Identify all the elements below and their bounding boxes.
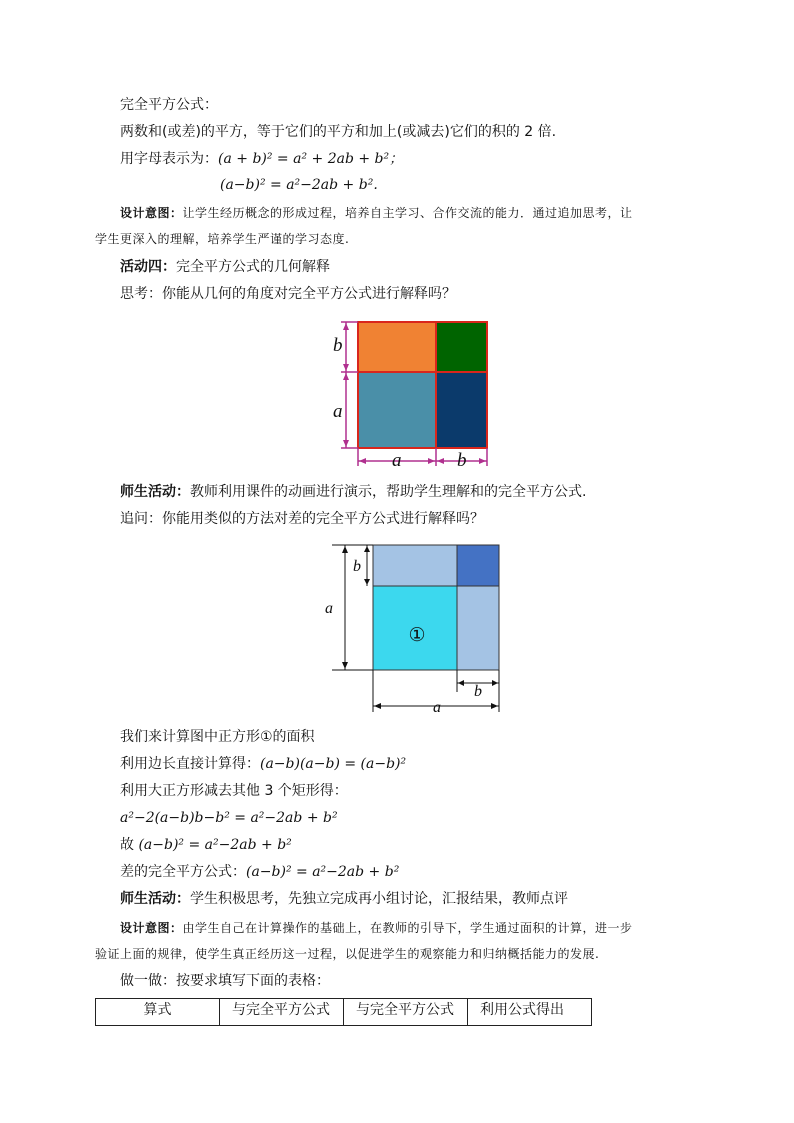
design-intent-2-cont: 验证上面的规律，使学生真正经历这一过程，以促进学生的观察能力和归纳概括能力的发展. (95, 947, 600, 961)
design-intent-text: 让学生经历概念的形成过程，培养自主学习、合作交流的能力．通过追加思考，让 (182, 206, 633, 220)
calc-subtract-math: a²−2(a−b)b−b² = a²−2ab + b² (120, 810, 338, 826)
teacher-activity-1 (120, 482, 586, 502)
top-right-square (436, 322, 487, 372)
label-b-bottom-2: b (474, 683, 482, 700)
intro-heading: 完全平方公式： (120, 97, 218, 113)
teacher-activity-2-label: 师生活动： (120, 891, 190, 907)
follow-up-question: 追问：你能用类似的方法对差的完全平方公式进行解释吗？ (120, 511, 484, 527)
calc-direct (120, 754, 406, 774)
square-1-label: ① (408, 624, 426, 646)
therefore-label: 故 (120, 837, 139, 853)
design-intent-1 (120, 203, 633, 223)
table-header-cell: 与完全平方公式 (344, 999, 468, 1026)
sum-square-diagram (330, 316, 500, 474)
difference-square-diagram (318, 540, 508, 715)
top-left-rect (358, 322, 436, 372)
label-b-bottom: b (457, 450, 467, 471)
corner-square (457, 545, 499, 586)
teacher-activity-2-text: 学生积极思考，先独立完成再小组讨论，汇报结果，教师点评 (190, 891, 568, 907)
right-strip (457, 586, 499, 670)
table-header-cell: 利用公式得出 (468, 999, 592, 1026)
design-intent-2-text: 由学生自己在计算操作的基础上，在教师的引导下，学生通过面积的计算，进一步 (182, 921, 633, 935)
therefore-math: (a−b)² = a²−2ab + b² (138, 837, 292, 853)
design-intent-1-cont: 学生更深入的理解，培养学生严谨的学习态度. (95, 232, 350, 246)
bottom-left-square (358, 372, 436, 448)
calc-subtract: 利用大正方形减去其他 3 个矩形得： (120, 783, 348, 799)
table-header-row (96, 999, 592, 1026)
label-a-left: a (333, 401, 343, 422)
teacher-activity-text: 教师利用课件的动画进行演示，帮助学生理解和的完全平方公式. (190, 484, 587, 500)
activity-title: 完全平方公式的几何解释 (176, 259, 330, 275)
design-intent-2-label: 设计意图： (120, 921, 183, 935)
teacher-activity-2 (120, 889, 568, 909)
diff-formula-math: (a−b)² = a²−2ab + b² (246, 864, 400, 880)
label-a-bottom: a (392, 450, 402, 471)
label-a-bottom-2: a (433, 699, 441, 715)
design-intent-label: 设计意图： (120, 206, 183, 220)
diff-formula (120, 862, 399, 882)
teacher-activity-label: 师生活动： (120, 484, 190, 500)
label-b-left: b (333, 335, 343, 356)
calc-direct-math: (a−b)(a−b) = (a−b)² (260, 756, 407, 772)
table-header-cell: 算式 (96, 999, 220, 1026)
think-question: 思考：你能从几何的角度对完全平方公式进行解释吗？ (120, 286, 456, 302)
fill-table (95, 998, 592, 1026)
formula-line-1 (120, 149, 403, 169)
activity-label: 活动四： (120, 259, 176, 275)
label-a-left-2: a (325, 600, 333, 617)
activity-heading (120, 257, 330, 277)
bottom-right-rect (436, 372, 487, 448)
calc-intro: 我们来计算图中正方形①的面积 (120, 729, 315, 745)
calc-direct-label: 利用边长直接计算得： (120, 756, 260, 772)
design-intent-2 (120, 918, 633, 938)
diff-formula-label: 差的完全平方公式： (120, 864, 246, 880)
top-strip (373, 545, 457, 586)
label-b-top: b (353, 558, 361, 575)
table-header-cell: 与完全平方公式 (220, 999, 344, 1026)
letters-label: 用字母表示为： (120, 151, 218, 167)
definition-text: 两数和(或差)的平方，等于它们的平方和加上(或减去)它们的积的 2 倍. (120, 124, 557, 140)
formula-diff: (a−b)² = a²−2ab + b². (220, 177, 378, 193)
do-it-instruction: 做一做：按要求填写下面的表格： (120, 973, 330, 989)
calc-therefore (120, 835, 292, 855)
formula-sum: (a + b)² = a² + 2ab + b²； (218, 151, 404, 167)
